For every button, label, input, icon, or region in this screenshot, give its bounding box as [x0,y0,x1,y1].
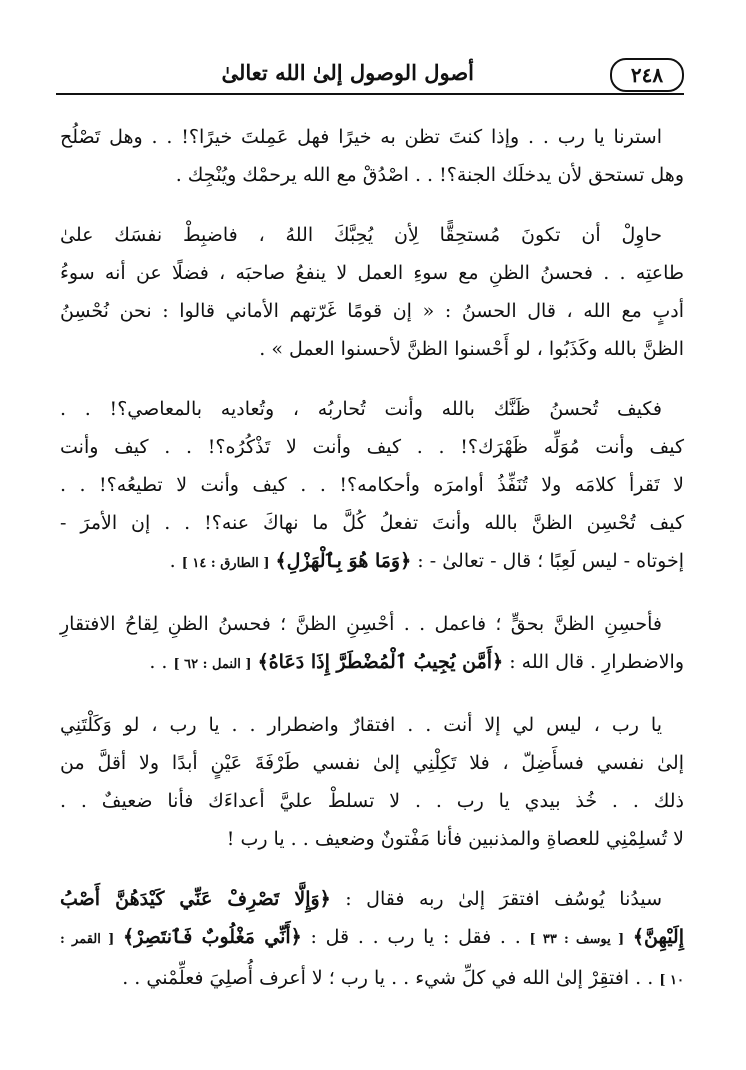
paragraph [60,390,684,583]
text-line [60,156,684,194]
text-line [60,706,684,744]
verse-reference: [ القمر : [60,932,115,947]
text-run: . . [149,651,174,673]
quran-quote: ﴿وَإِلَّا تَصْرِفْ عَنِّي كَيْدَهُنَّ أَصْبُ [60,888,331,910]
text-line [60,428,684,466]
paragraph [60,880,684,1000]
text-run: ذلك . . خُذ بيدي يا رب . . لا تسلطْ عليَّ أعداءَك فأنا ضعيفٌ . . [60,790,684,812]
text-line [60,744,684,782]
text-run: إخوتاه - ليس لَعِبًا ؛ قال - تعالىٰ - : [411,550,684,572]
verse-reference: ١٠ ] [659,973,684,988]
quran-quote: إِلَيْهِنَّ﴾ [632,926,684,948]
text-run: والاضطرارِ . قال الله : [503,651,684,673]
text-line [60,605,684,643]
text-run [114,926,123,948]
text-line [60,959,684,1000]
quran-quote: ﴿أَنِّي مَغْلُوبٌ فَٱنتَصِرْ﴾ [122,926,302,948]
header-rule [56,93,684,95]
text-run: فأحسِنِ الظنَّ بحقٍّ ؛ فاعمل . . أحْسِنِ الظنَّ ؛ فحسنُ الظنِ لِقاحُ الافتقارِ [60,613,662,635]
text-line [60,118,684,156]
text-run: أدبٍ مع الله ، قال الحسنُ : « إن قومًا غَرّتهم الأماني قالوا : نحن نُحْسِنُ [60,300,684,322]
text-run: حاوِلْ أن تكونَ مُستحِقًّا لِأن يُحِبَّكَ اللهُ ، فاضبِطْ نفسَك علىٰ [60,224,662,246]
text-run [624,926,633,948]
text-line [60,918,684,959]
verse-reference: [ الطارق : ١٤ ] [181,556,270,571]
paragraph [60,216,684,368]
text-line [60,880,684,918]
text-run: إلىٰ نفسي فسأَضِلّ ، فلا تَكِلْنِي إلىٰ نفسي طَرْفَةَ عَيْنٍ أبدًا ولا أقلَّ من [60,752,684,774]
text-run: الظنَّ بالله وكَذَبُوا ، لو أَحْسنوا الظنَّ لأحسنوا العمل » . [259,338,684,360]
text-run: . . افتقِرْ إلىٰ الله في كلِّ شيء . . يا رب ؛ لا أعرف أُصلِيَ فعلِّمْني . . [122,967,660,989]
text-run: وهل تستحق لأن يدخلَك الجنة؟! . . اصْدُقْ مع الله يرحمْك ويُنْجِك . [175,164,684,186]
text-line [60,782,684,820]
text-run: كيف تُحْسِن الظنَّ بالله وأنتَ تفعلُ كُلَّ ما نهاكَ عنه؟! . . إن الأمرَ - [60,512,684,534]
text-run: . . فقل : يا رب . . قل : [301,926,530,948]
text-run: سيدُنا يُوسُف افتقرَ إلىٰ ربه فقال : [330,888,662,910]
text-run: فكيف تُحسنُ ظَنَّك بالله وأنت تُحاربُه ، وتُعاديه بالمعاصي؟! . . [60,398,663,420]
text-line [60,254,684,292]
text-line [60,390,684,428]
text-line [60,466,684,504]
page-number-badge: ٢٤٨ [610,58,684,92]
text-line [60,216,684,254]
text-run: . [169,550,182,572]
paragraph [60,118,684,194]
verse-reference: [ يوسف : ٣٣ ] [529,932,625,947]
paragraph [60,706,684,858]
text-run: لا تُسلِمْنِي للعصاةِ والمذنبين فأنا مَفْتونٌ وضعيف . . يا رب ! [226,828,684,850]
quran-quote: ﴿أَمَّن يُجِيبُ ٱلْمُضْطَرَّ إِذَا دَعَاهُ﴾ [257,651,504,673]
body-text [60,118,684,1022]
text-line [60,504,684,542]
text-line [60,292,684,330]
text-run: يا رب ، ليس لي إلا أنت . . افتقارٌ واضطرار . . يا رب ، لو وَكَلْتَنِي [60,714,662,736]
page-header [56,50,684,96]
paragraph [60,605,684,684]
quran-quote: ﴿وَمَا هُوَ بِٱلْهَزْلِ﴾ [275,550,412,572]
running-title: أصول الوصول إلىٰ الله تعالىٰ [221,60,474,85]
text-line [60,330,684,368]
text-run: لا تَقرأ كلامَه ولا تُنَفِّذُ أوامرَه وأحكامه؟! . . كيف وأنت لا تطيعُه؟! . . [60,474,684,496]
text-line [60,542,684,583]
text-run: كيف وأنت مُوَلِّه ظَهْرَك؟! . . كيف وأنت لا تَذْكُرُه؟! . . كيف وأنت [60,436,684,458]
text-line [60,643,684,684]
verse-reference: [ النمل : ٦٢ ] [173,657,252,672]
text-run: استرنا يا رب . . وإذا كنتَ تظن به خيرًا فهل عَمِلتَ خيرًا؟! . . وهل تَصْلُح [60,126,662,148]
text-run: طاعتِه . . فحسنُ الظنِ مع سوءِ العمل لا ينفعُ صاحبَه ، فضلًا عن أنه سوءُ [60,262,684,284]
text-line [60,820,684,858]
